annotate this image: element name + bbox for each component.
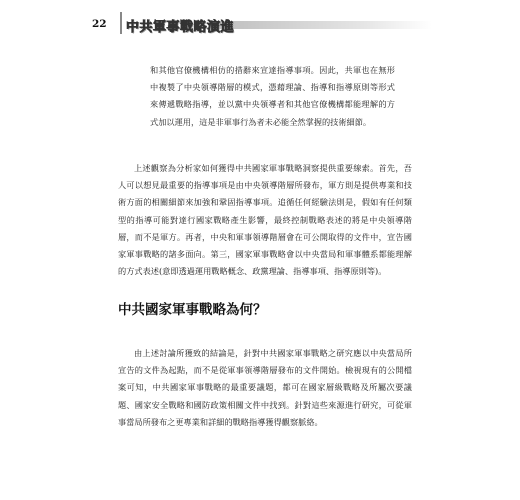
section-heading: 中共國家軍事戰略為何？ — [118, 302, 267, 318]
running-title: 中共軍事戰略演進 — [126, 20, 235, 35]
header-divider — [120, 12, 122, 34]
header-decorative-bar — [212, 21, 432, 29]
body-paragraph-2: 由上述討論所獲致的結論是，針對中共國家軍事戰略之研究應以中央當局所宣告的文件為起點，而不是從軍事領導階層發布的文件開始。檢視現有的公開檔案可知，中共國家軍事戰略的最重要議題，都可在國家層級戰略及所屬次要議題、國家安全戰略和國防政策相關文件中找到。針對這些來源進行研究，可從軍事當局所發布之更專業和詳細的戰略指導獲得觀察脈絡。 — [118, 348, 412, 427]
page-number: 22 — [92, 18, 107, 30]
body-paragraph-1: 上述觀察為分析家如何獲得中共國家軍事戰略洞察提供重要線索。首先，吾人可以想見最重要的指導事項是由中央領導階層所發布，軍方則是提供專業和技術方面的相關細節來加強和鞏固指導事項。追循任何經驗法則是，假如有任何類型的指導可能對達行國家戰略產生影響，最終控制戰略表述的將是中央領導階層，而不是軍方。再者，中央和軍事領導階層會在可公開取得的文件中，宣告國家軍事戰略的諸多面向。第三，國家軍事戰略會以中央當局和軍事體系都能理解的方式表述(意即透過運用戰略概念、政黨理論、指導事項、指導原則等)。 — [118, 163, 412, 277]
block-quote: 和其他官僚機構相仿的措辭來宣達指導事項。因此，共軍也在無形中複製了中央領導階層的模式，憑藉理論、指導和指導原則等形式來傳遞戰略指導，並以黨中央領導者和其他官僚機構都能理解的方式加以運用，這是非軍事行為者未必能全然掌握的技術細節。 — [150, 65, 395, 127]
running-header — [0, 0, 520, 40]
